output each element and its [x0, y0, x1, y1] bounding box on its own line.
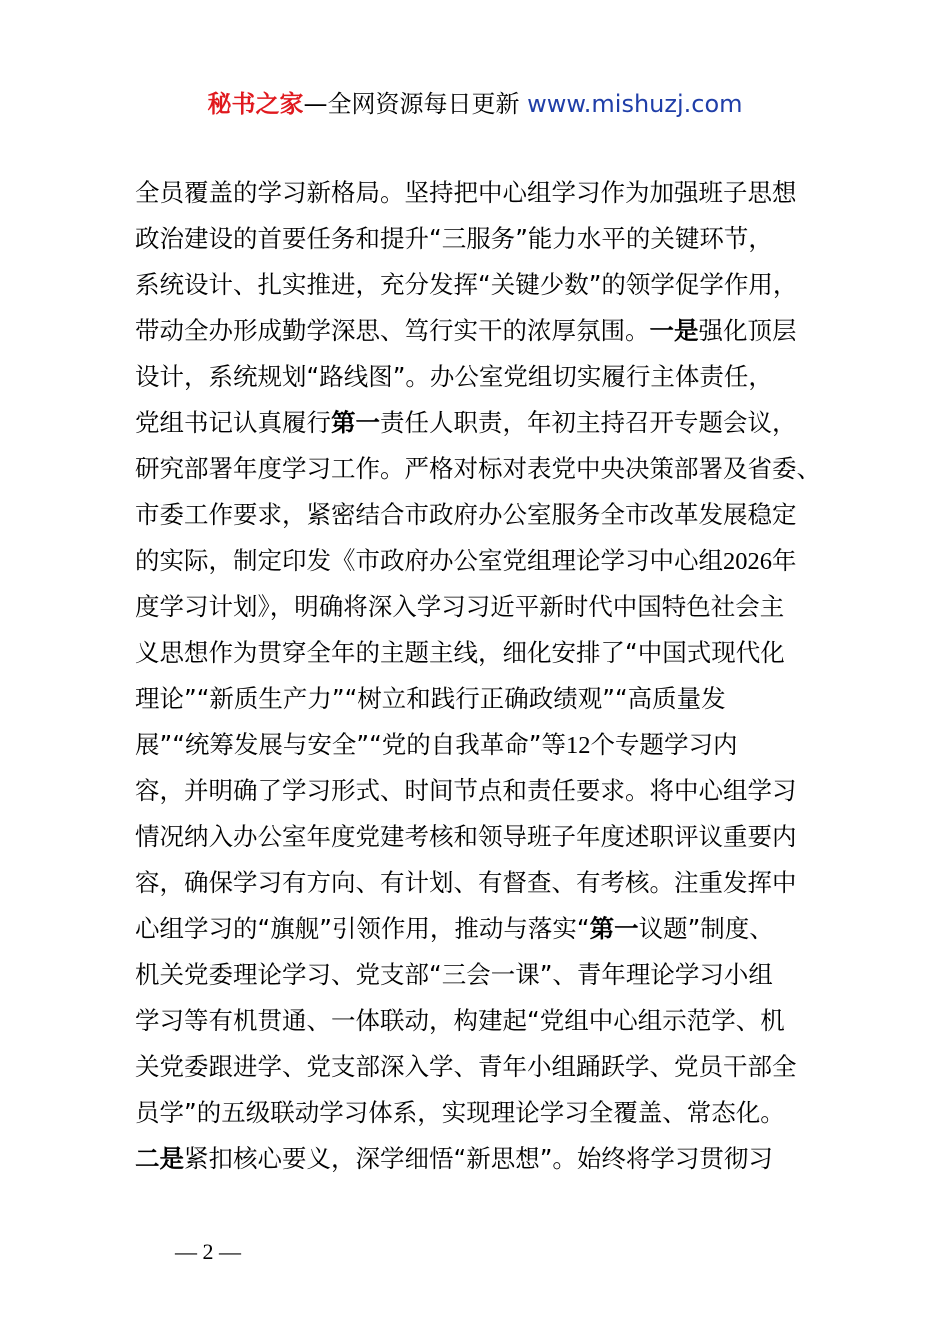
text-span: 年: [772, 546, 797, 575]
text-line: [135, 906, 835, 952]
text-span: 带动全办形成勤学深思、笃行实干的浓厚氛围。: [135, 316, 650, 345]
bold-ordinal: 二是: [135, 1144, 184, 1173]
text-span: 责任人职责，年初主持召开专题会议，: [380, 408, 797, 437]
bold-ordinal: 一是: [649, 316, 699, 345]
text-span: 心组学习的“旗舰”引领作用，推动与落实“: [135, 914, 590, 943]
text-line: 度学习计划》，明确将深入学习习近平新时代中国特色社会主: [135, 592, 785, 621]
text-line: 学习等有机贯通、一体联动，构建起“党组中心组示范学、机: [135, 1006, 785, 1035]
text-line: 政治建设的首要任务和提升“三服务”能力水平的关键环节，: [135, 224, 773, 253]
text-line: [135, 308, 835, 354]
text-span: 议题”制度、: [638, 914, 774, 943]
text-line: 情况纳入办公室年度党建考核和领导班子年度述职评议重要内: [135, 822, 797, 851]
year-number: 2026: [723, 548, 772, 575]
text-span: 强化顶层: [698, 316, 797, 345]
text-line: 设计，系统规划“路线图”。办公室党组切实履行主体责任，: [135, 362, 773, 391]
bold-term: 第一: [331, 408, 380, 437]
header-tagline: —全网资源每日更新: [303, 90, 520, 118]
text-line: [135, 400, 835, 446]
text-line: 容，并明确了学习形式、时间节点和责任要求。将中心组学习: [135, 776, 797, 805]
text-line: [135, 722, 835, 768]
count-number: 12: [565, 732, 591, 759]
text-span: 党组书记认真履行: [135, 408, 331, 437]
text-span: 的实际，制定印发《市政府办公室党组理论学习中心组: [135, 546, 723, 575]
bold-term: 第一: [589, 914, 639, 943]
text-line: 理论”“新质生产力”“树立和践行正确政绩观”“高质量发: [135, 684, 726, 713]
page-header: [0, 86, 950, 122]
text-line: 全员覆盖的学习新格局。坚持把中心组学习作为加强班子思想: [135, 178, 797, 207]
text-line: 员学”的五级联动学习体系，实现理论学习全覆盖、常态化。: [135, 1098, 785, 1127]
text-line: 机关党委理论学习、党支部“三会一课”、青年理论学习小组: [135, 960, 773, 989]
text-span: 个专题学习内: [590, 730, 738, 759]
text-line: 关党委跟进学、党支部深入学、青年小组踊跃学、党员干部全: [135, 1052, 797, 1081]
text-line: [135, 1136, 835, 1182]
document-body: [135, 170, 835, 1182]
text-line: 系统设计、扎实推进，充分发挥“关键少数”的领学促学作用，: [135, 270, 798, 299]
page-number: — 2 —: [175, 1239, 241, 1264]
text-line: 市委工作要求，紧密结合市政府办公室服务全市改革发展稳定: [135, 500, 797, 529]
text-span: 紧扣核心要义，深学细悟“新思想”。始终将学习贯彻习: [184, 1144, 773, 1173]
brand-name: 秘书之家: [207, 90, 304, 118]
text-line: [135, 538, 835, 584]
website-link[interactable]: www.mishuzj.com: [527, 90, 743, 118]
text-span: 展”“统筹发展与安全”“党的自我革命”等: [135, 730, 566, 759]
text-line: 容，确保学习有方向、有计划、有督查、有考核。注重发挥中: [135, 868, 797, 897]
text-line: 义思想作为贯穿全年的主题主线，细化安排了“中国式现代化: [135, 638, 785, 667]
text-line: 研究部署年度学习工作。严格对标对表党中央决策部署及省委、: [135, 454, 821, 483]
